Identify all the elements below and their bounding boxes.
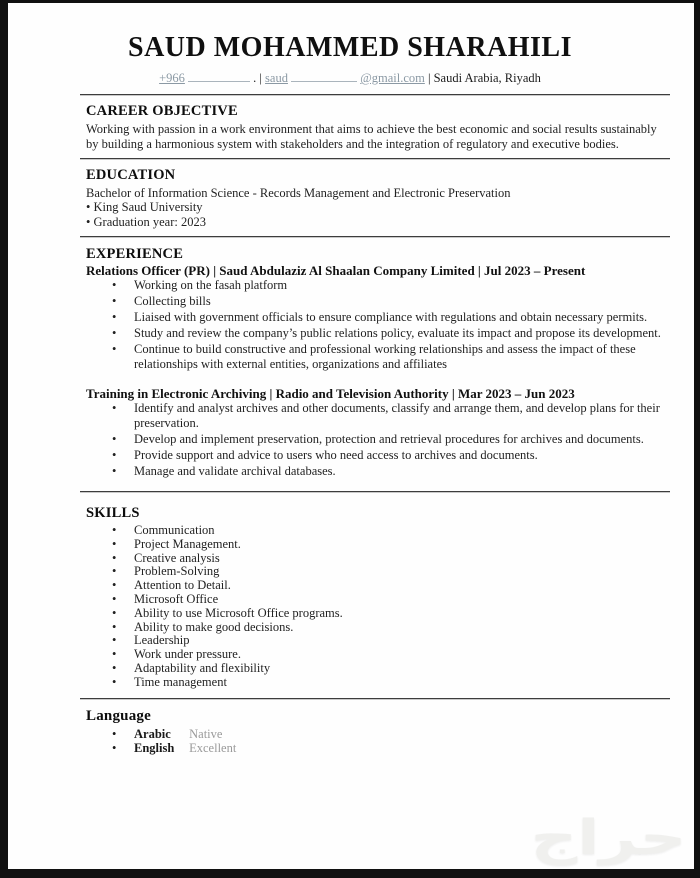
job-bullet: • Working on the fasah platform xyxy=(86,278,670,293)
resume-content xyxy=(80,94,670,755)
language-name: Arabic xyxy=(134,726,171,741)
section-divider xyxy=(80,491,670,493)
phone-redacted-blank xyxy=(188,72,250,82)
resume-header xyxy=(0,0,700,86)
experience-heading: EXPERIENCE xyxy=(86,246,184,263)
skill-item: • Creative analysis xyxy=(86,552,670,566)
skill-item: • Attention to Detail. xyxy=(86,579,670,593)
language-level: Excellent xyxy=(189,740,237,755)
skills-list xyxy=(86,524,670,690)
section-education xyxy=(80,167,670,230)
education-item: • King Saud University xyxy=(86,200,670,215)
section-language xyxy=(80,708,670,755)
frame-bottom-bar xyxy=(0,869,700,878)
section-divider xyxy=(80,94,670,96)
language-name: English xyxy=(134,740,175,755)
experience-job xyxy=(86,386,670,479)
career-objective-heading: CAREER OBJECTIVE xyxy=(86,103,238,119)
job-title: Relations Officer (PR) | Saud Abdulaziz Al Shaalan Company Limited | Jul 2023 – Present xyxy=(86,263,586,279)
job-bullet-list xyxy=(86,401,670,479)
contact-separator-1: . | xyxy=(253,71,262,85)
language-row xyxy=(86,741,670,755)
skill-item: • Communication xyxy=(86,524,670,538)
education-list xyxy=(86,200,670,229)
email-redacted-blank xyxy=(291,72,357,82)
skill-item: • Work under pressure. xyxy=(86,648,670,662)
skill-item: • Time management xyxy=(86,676,670,690)
section-divider xyxy=(80,236,670,238)
job-bullet: • Provide support and advice to users who need access to archives and documents. xyxy=(86,448,670,463)
skill-item: • Leadership xyxy=(86,634,670,648)
skill-item: • Ability to make good decisions. xyxy=(86,621,670,635)
job-bullet: • Continue to build constructive and professional working relationships and assess the impact of these relationships with external entities, organizations and affiliates xyxy=(86,342,670,372)
section-experience xyxy=(80,246,670,479)
section-divider xyxy=(80,698,670,700)
education-degree: Bachelor of Information Science - Records Management and Electronic Preservation xyxy=(86,185,511,200)
section-skills xyxy=(80,505,670,690)
job-title: Training in Electronic Archiving | Radio and Television Authority | Mar 2023 – Jun 2023 xyxy=(86,386,575,402)
job-bullet-list xyxy=(86,278,670,372)
career-objective-text: Working with passion in a work environment that aims to achieve the best economic and social results sustainably by building a harmonious system with stakeholders and the integration of regulatory and executive bodies. xyxy=(86,122,657,151)
frame-top-bar xyxy=(0,0,700,3)
haraj-watermark-logo: حراج xyxy=(530,810,686,866)
email-user-link[interactable]: saud xyxy=(265,71,288,85)
section-career-objective xyxy=(80,103,670,152)
contact-location: Saudi Arabia, Riyadh xyxy=(433,71,541,85)
language-heading: Language xyxy=(86,707,151,724)
job-bullet: • Collecting bills xyxy=(86,294,670,309)
job-bullet: • Liaised with government officials to ensure compliance with regulations and obtain necessary permits. xyxy=(86,310,670,325)
contact-line xyxy=(0,71,700,86)
candidate-name: SAUD MOHAMMED SHARAHILI xyxy=(128,32,572,63)
experience-job xyxy=(86,263,670,372)
email-domain-link[interactable]: @gmail.com xyxy=(360,71,425,85)
frame-left-bar xyxy=(0,0,8,878)
skill-item: • Problem-Solving xyxy=(86,565,670,579)
skill-item: • Project Management. xyxy=(86,538,670,552)
skill-item: • Adaptability and flexibility xyxy=(86,662,670,676)
education-heading: EDUCATION xyxy=(86,166,176,183)
job-bullet: • Study and review the company’s public relations policy, evaluate its impact and propose its development. xyxy=(86,326,670,341)
job-bullet: • Identify and analyst archives and other documents, classify and arrange them, and develop plans for their preservation. xyxy=(86,401,670,431)
skills-heading: SKILLS xyxy=(86,505,140,522)
job-bullet: • Manage and validate archival databases. xyxy=(86,464,670,479)
skill-item: • Ability to use Microsoft Office programs. xyxy=(86,607,670,621)
frame-right-bar xyxy=(694,0,700,878)
contact-separator-2: | xyxy=(427,71,431,85)
section-divider xyxy=(80,158,670,160)
language-row xyxy=(86,727,670,741)
language-level: Native xyxy=(189,726,223,741)
phone-link[interactable]: +966 xyxy=(159,71,185,85)
education-item: • Graduation year: 2023 xyxy=(86,215,670,230)
skill-item: • Microsoft Office xyxy=(86,593,670,607)
job-bullet: • Develop and implement preservation, protection and retrieval procedures for archives and documents. xyxy=(86,432,670,447)
